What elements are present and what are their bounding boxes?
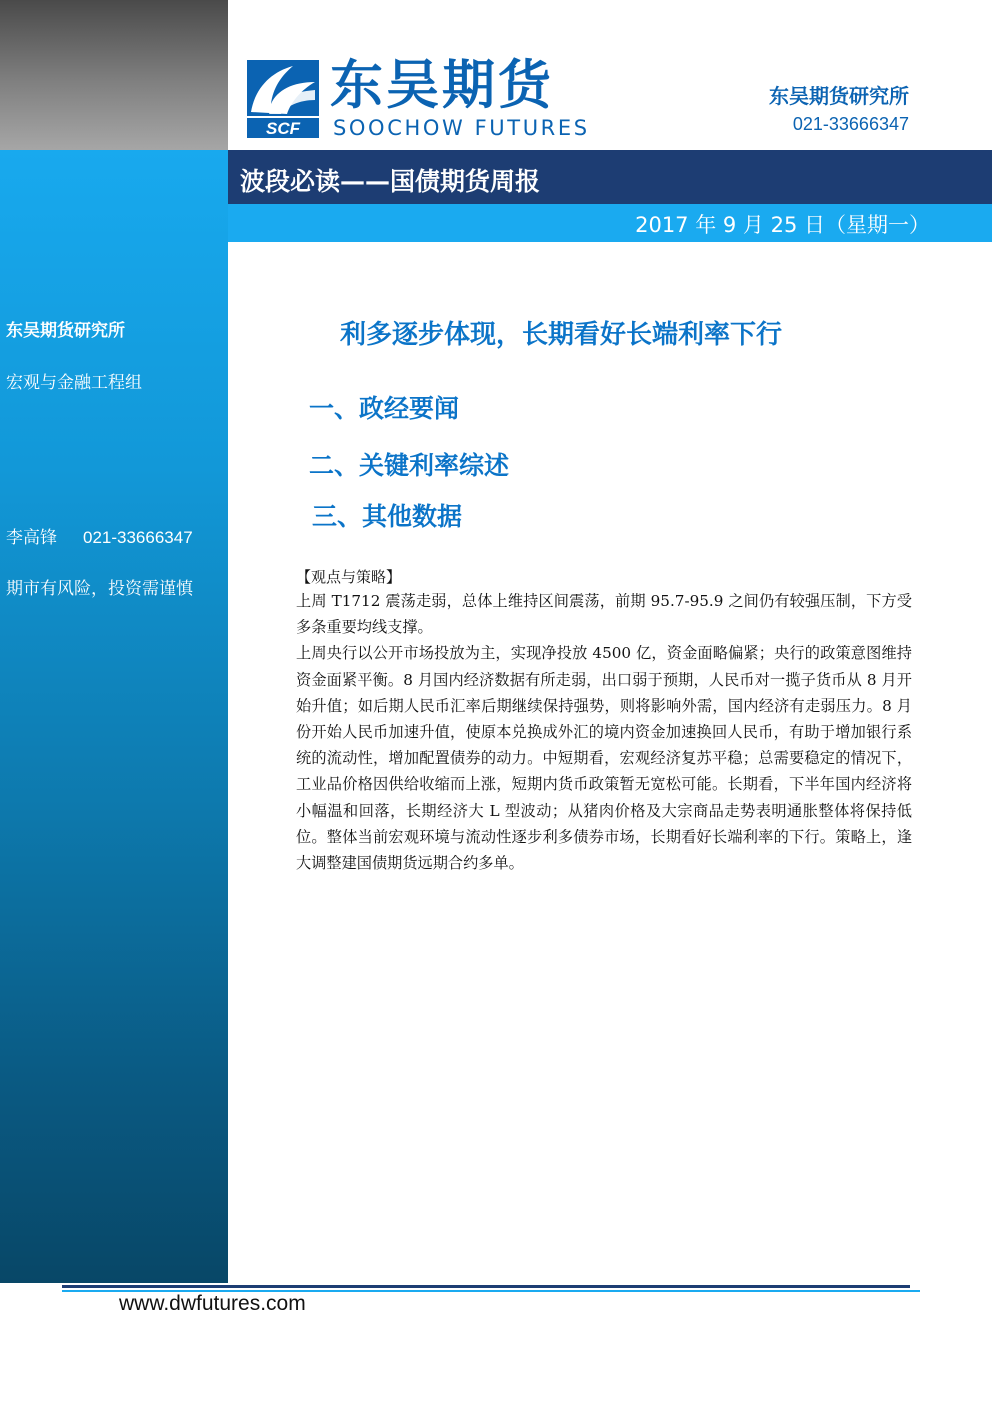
headline: 利多逐步体现，长期看好长端利率下行 xyxy=(340,320,783,350)
date-banner xyxy=(228,204,992,242)
footer-rule-dark xyxy=(62,1285,910,1288)
toc-item-policy-news: 一、政经要闻 xyxy=(309,394,460,423)
paragraph: 上周央行以公开市场投放为主，实现净投放 4500 亿，资金面略偏紧；央行的政策意图维持资金面紧平衡。8 月国内经济数据有所走弱，出口弱于预期，人民币对一揽子货币从 8 月开始升值；如后期人民币汇率后期继续保持强势，则将影响外需，国内经济有走弱压力。8 月份开始人民币加速升值，使原本兑换成外汇的境内资金加速换回人民币，有助于增加银行系统的流动性，增加配置债券的动力。中短期看，宏观经济复苏平稳；总需要稳定的情况下，工业品价格因供给收缩而上涨，短期内货币政策暂无宽松可能。长期看，下半年国内经济将小幅温和回落，长期经济大 L 型波动；从猪肉价格及大宗商品走势表明通胀整体将保持低位。整体当前宏观环境与流动性逐步利多债券市场，长期看好长端利率的下行。策略上，逢大调整建国债期货远期合约多单。 xyxy=(296,644,912,873)
analyst-name: 李高锋 xyxy=(6,528,57,548)
report-title: 波段必读——国债期货周报 xyxy=(240,167,541,196)
paragraph: 上周 T1712 震荡走弱，总体上维持区间震荡，前期 95.7-95.9 之间仍有较强压制，下方受多条重要均线支撑。 xyxy=(296,592,912,637)
analyst-phone: 021-33666347 xyxy=(83,528,193,547)
report-title-banner xyxy=(228,150,992,204)
logo-name-en: SOOCHOW FUTURES xyxy=(333,116,590,140)
logo-name-cn: 东吴期货 xyxy=(330,55,554,116)
footer-website-link[interactable]: www.dwfutures.com xyxy=(119,1292,306,1315)
logo-mark-text: SCF xyxy=(266,119,300,138)
strategy-body xyxy=(296,588,912,876)
section-label-strategy: 【观点与策略】 xyxy=(296,568,402,586)
sidebar-analyst xyxy=(6,523,193,548)
scf-logo-icon xyxy=(247,60,319,138)
sidebar-group: 宏观与金融工程组 xyxy=(6,373,142,393)
sidebar-risk-notice: 期市有风险，投资需谨慎 xyxy=(6,579,193,599)
report-date: 2017 年 9 月 25 日（星期一） xyxy=(635,213,930,237)
toc-item-key-rates: 二、关键利率综述 xyxy=(309,451,510,480)
sidebar-top-block xyxy=(0,0,228,150)
header-phone: 021-33666347 xyxy=(792,114,909,134)
sidebar-org: 东吴期货研究所 xyxy=(6,321,125,341)
header-org: 东吴期货研究所 xyxy=(769,84,909,108)
company-logo xyxy=(247,55,590,140)
toc-item-other-data: 三、其他数据 xyxy=(312,502,463,531)
